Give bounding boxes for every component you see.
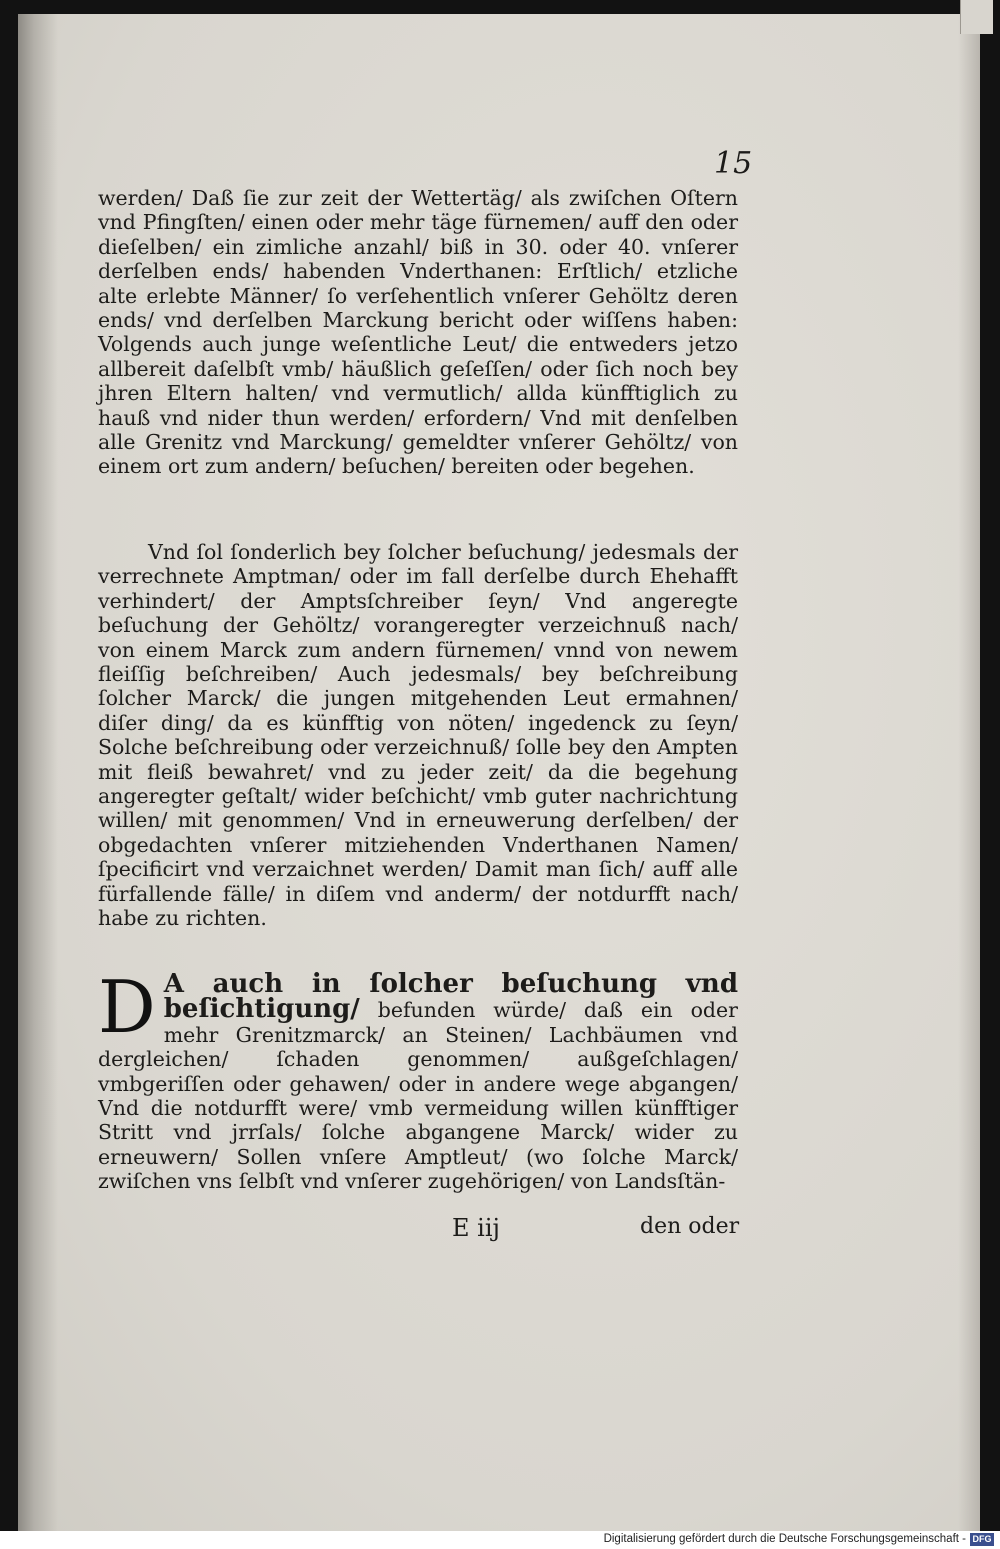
page-edge-shadow xyxy=(958,14,980,1531)
catchword: den oder xyxy=(640,1214,740,1239)
funding-notice: Digitalisierung gefördert durch die Deutsche Forschungsgemeinschaft - xyxy=(603,1533,966,1545)
dfg-logo: DFG xyxy=(970,1533,994,1546)
paragraph-3 xyxy=(98,965,738,1194)
signature-mark: E iij xyxy=(452,1214,500,1242)
page-tab xyxy=(960,0,993,34)
paragraph-1: werden/ Daß ſie zur zeit der Wettertäg/ als zwiſchen Oſtern vnd Pfingſten/ einen oder mehr täge fürnemen/ auff den oder dieſelben/ ein zimliche anzahl/ biß in 30. oder 40. vnſerer derſelben ends/ habenden Vnderthanen: Erſtlich/ etzliche alte erlebte Männer/ ſo verſehentlich vnſerer Gehöltz deren ends/ vnd derſelben Marckung bericht oder wiſſens haben: Volgends auch junge weſentliche Leut/ die entweders jetzo allbereit daſelbſt vmb/ häußlich geſeſſen/ oder ſich noch bey jhren Eltern halten/ vnd vermutlich/ allda künfftiglich zu hauß vnd nider thun werden/ erfordern/ Vnd mit denſelben alle Grenitz vnd Marckung/ gemeldter vnſerer Gehöltz/ von einem ort zum andern/ beſuchen/ bereiten oder begehen. xyxy=(98,186,738,479)
page-gutter-shadow xyxy=(18,14,58,1531)
paragraph-3-lead: A auch in ſolcher beſuchung vnd beſichtigung/ xyxy=(163,969,738,1025)
drop-cap-initial: D xyxy=(98,965,156,1049)
paragraph-2: Vnd ſol ſonderlich bey ſolcher beſuchung/ jedesmals der verrechnete Amptman/ oder im fall derſelbe durch Ehehafft verhindert/ der Amptsſchreiber ſeyn/ Vnd angeregte beſuchung der Gehöltz/ vorangeregter verzeichnuß nach/ von einem Marck zum andern fürnemen/ vnnd von newem fleiſſig beſchreiben/ Auch jedesmals/ bey beſchreibung ſolcher Marck/ die jungen mitgehenden Leut ermahnen/ diſer ding/ da es künfftig von nöten/ ingedenck zu ſeyn/ Solche beſchreibung oder verzeichnuß/ ſolle bey den Ampten mit fleiß bewahret/ vnd zu jeder zeit/ da die begehung angeregter geſtalt/ wider beſchicht/ vmb guter nachrichtung willen/ mit genommen/ Vnd in erneuwerung derſelben/ der obgedachten vnſerer mitziehenden Vnderthanen Namen/ ſpecificirt vnd verzaichnet werden/ Damit man ſich/ auff alle fürfallende fälle/ in diſem vnd anderm/ der notdurfft nach/ habe zu richten. xyxy=(98,540,738,931)
paragraph-3-body: befunden würde/ daß ein oder mehr Grenitzmarck/ an Steinen/ Lachbäumen vnd dergleichen/ ſchaden genommen/ außgeſchlagen/ vmbgeriſſen oder gehawen/ oder in andere wege abgangen/ Vnd die notdurfft were/ vmb vermeidung willen künfftiger Stritt vnd jrrſals/ ſolche abgangene Marck/ wider zu erneuwern/ Sollen vnſere Amptleut/ (wo ſolche Marck/ zwiſchen vns ſelbſt vnd vnſerer zugehörigen/ von Landsſtän- xyxy=(98,998,738,1194)
page-number: 15 xyxy=(714,146,753,181)
